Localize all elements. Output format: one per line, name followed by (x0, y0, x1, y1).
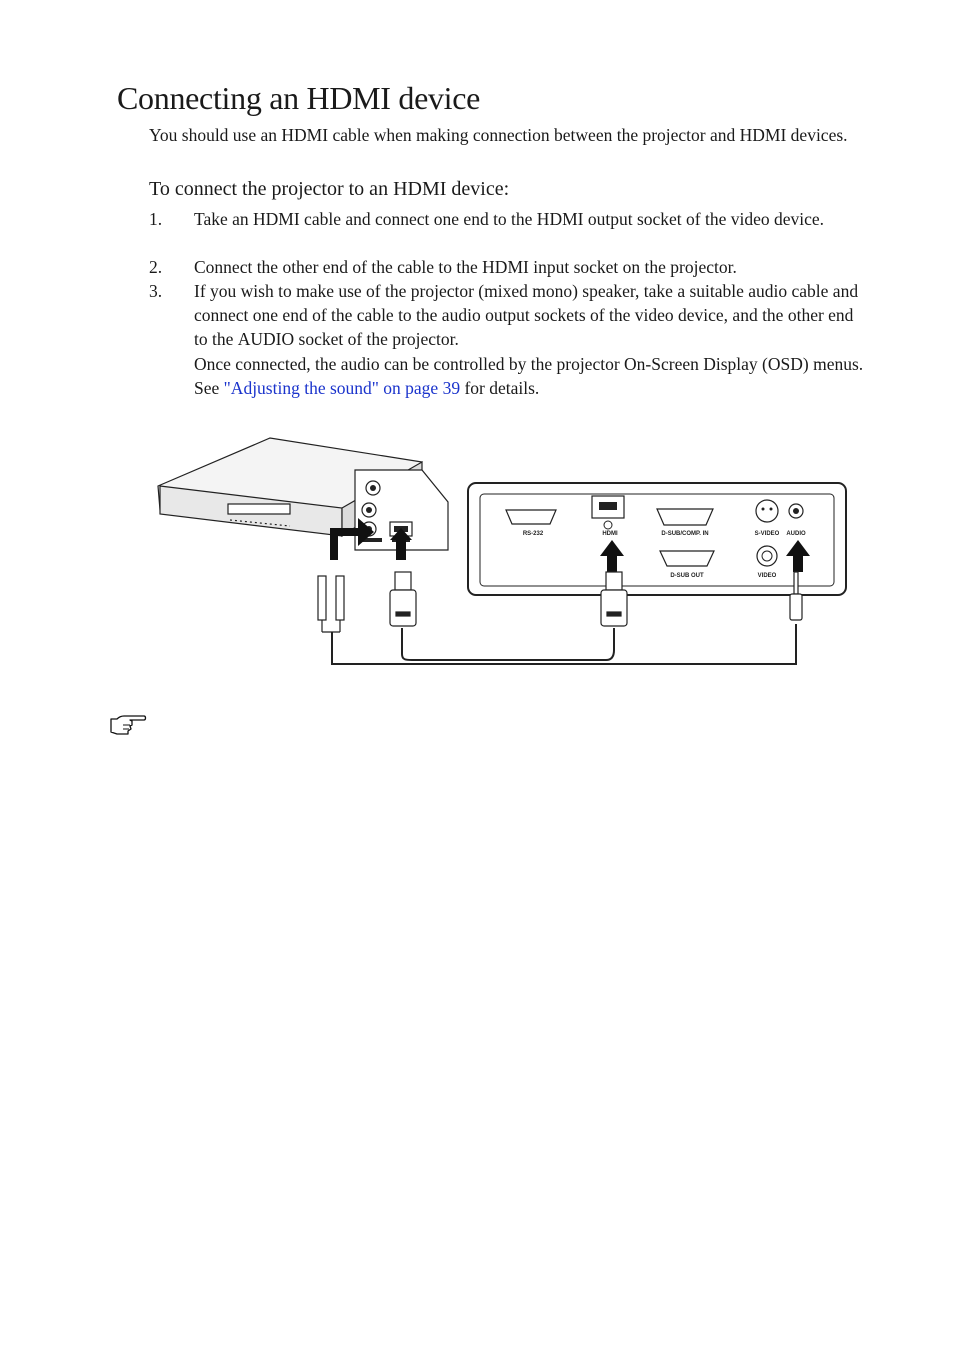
step-text: Take an HDMI cable and connect one end to the HDMI output socket of the video device. (194, 209, 825, 229)
dsub-comp-in-label: D-SUB/COMP. IN (661, 531, 709, 537)
rs232-label: RS-232 (522, 531, 544, 537)
section-subheading: To connect the projector to an HDMI device: (149, 178, 510, 200)
step-text (194, 255, 864, 279)
step-text-post: socket of the projector. (294, 329, 459, 349)
dsub-out-label: D-SUB OUT (670, 573, 704, 579)
intro-text: You should use an HDMI cable when making connection between the projector and HDMI devices. (149, 125, 848, 145)
step-number: 2. (149, 257, 163, 277)
svideo-label: S-VIDEO (754, 531, 780, 537)
video-port (757, 546, 777, 579)
hdmi-label: HDMI (602, 531, 618, 537)
projector-rear-panel (468, 483, 846, 595)
step-number: 3. (149, 281, 163, 301)
osd-note-paragraph (194, 352, 869, 400)
hdmi-plug-device-end (390, 572, 416, 626)
audio-keyword: AUDIO (237, 329, 295, 349)
video-label: VIDEO (757, 573, 777, 579)
rca-plugs (318, 576, 344, 632)
pointing-hand-icon (108, 713, 148, 737)
dsub-comp-in-port (657, 509, 713, 537)
connection-diagram (150, 432, 850, 677)
cables (332, 624, 796, 664)
adjusting-sound-link[interactable]: "Adjusting the sound" on page 39 (223, 378, 461, 398)
osd-note-pre: Once connected, the audio can be controlled by the projector On-Screen Display (OSD) menus. See (194, 354, 864, 398)
step-text-pre: If you wish to make use of the projector (mixed mono) speaker, take a suitable audio cable and connect one end of the cable to the audio output sockets of the video device, and the other end to the (194, 281, 859, 349)
step-text (194, 279, 864, 351)
osd-note-post: for details. (460, 378, 540, 398)
step-number: 1. (149, 209, 163, 229)
page-title: Connecting an HDMI device (117, 80, 481, 116)
step-text-post: input socket on the projector. (528, 257, 737, 277)
hdmi-keyword: HDMI (482, 257, 529, 277)
audio-label: AUDIO (786, 531, 806, 537)
step-text-pre: Connect the other end of the cable to the (194, 257, 483, 277)
